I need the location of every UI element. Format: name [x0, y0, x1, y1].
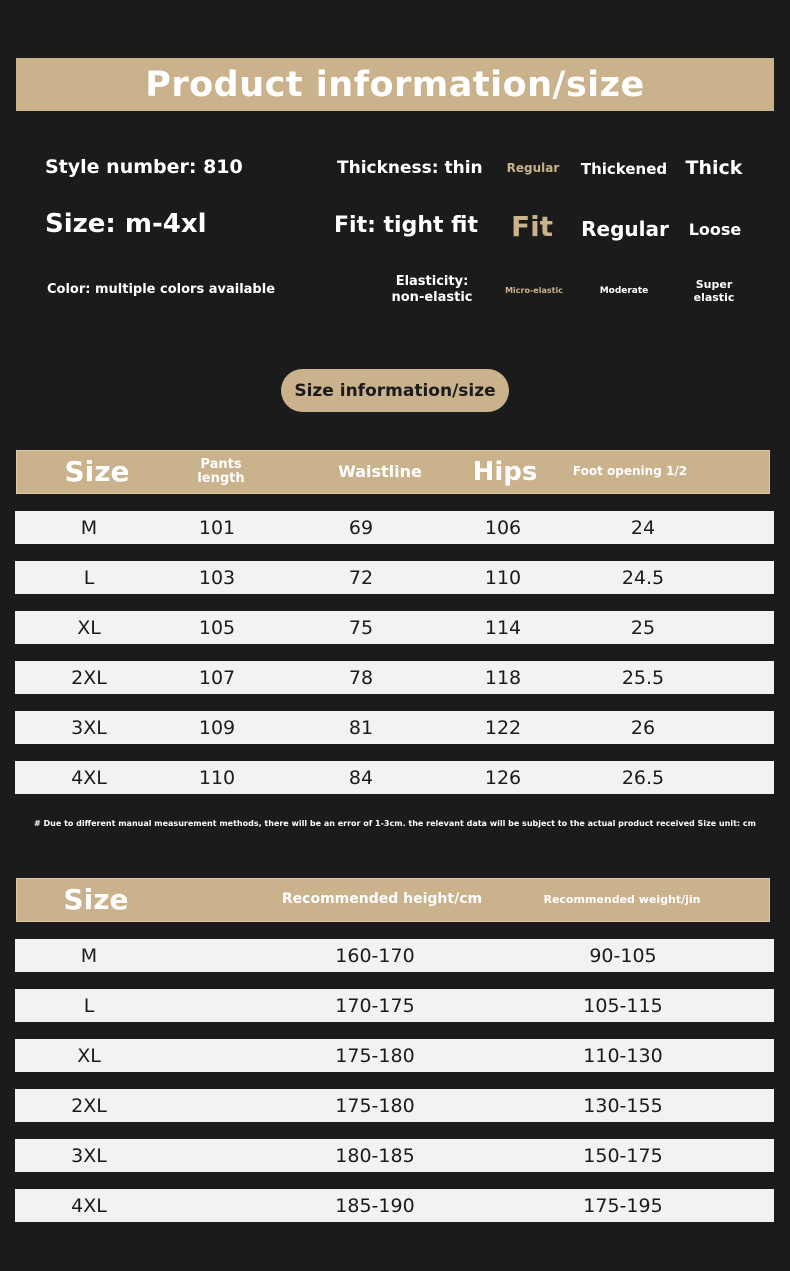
size-table-header	[16, 450, 770, 494]
thickness-label: Thickness: thin	[337, 158, 483, 178]
size-cell: XL	[77, 616, 101, 639]
pants-length-cell: 105	[198, 616, 236, 639]
rec-height-cell: 175-180	[335, 1044, 415, 1067]
rec-height-cell: 185-190	[335, 1194, 415, 1217]
pants-length-header	[176, 450, 266, 494]
table-row	[15, 1189, 774, 1222]
pants-length-cell: 103	[198, 566, 236, 589]
pants-length-cell: 107	[198, 666, 236, 689]
page-title-banner	[16, 58, 774, 111]
waistline-cell: 69	[348, 516, 374, 539]
rec-size-cell: M	[80, 944, 98, 967]
elasticity-label-line1: Elasticity:	[395, 274, 469, 289]
foot-opening-cell: 25	[630, 616, 656, 639]
size-cell: 3XL	[71, 716, 107, 739]
size-info-pill	[281, 369, 509, 412]
thickness-option-thick: Thick	[685, 157, 743, 179]
rec-size-cell: 4XL	[71, 1194, 107, 1217]
recommendation-table-header	[16, 878, 770, 922]
foot-opening-cell: 26.5	[621, 766, 665, 789]
table-row	[15, 711, 774, 744]
elasticity-label	[384, 274, 480, 305]
table-row	[15, 611, 774, 644]
rec-height-cell: 170-175	[335, 994, 415, 1017]
rec-height-cell: 180-185	[335, 1144, 415, 1167]
rec-size-cell: 3XL	[71, 1144, 107, 1167]
table-row	[15, 561, 774, 594]
size-cell: 2XL	[71, 666, 107, 689]
pants-length-cell: 109	[198, 716, 236, 739]
fit-option-fit: Fit	[510, 210, 554, 243]
rec-weight-cell: 90-105	[589, 944, 657, 967]
size-info-pill-label: Size information/size	[294, 380, 496, 401]
rec-size-cell: 2XL	[71, 1094, 107, 1117]
fit-option-regular: Regular	[581, 217, 669, 241]
waistline-cell: 84	[348, 766, 374, 789]
size-range: Size: m-4xl	[45, 209, 207, 239]
hips-header: Hips	[472, 456, 538, 487]
thickness-option-thickened: Thickened	[580, 160, 668, 178]
table-row	[15, 1139, 774, 1172]
pants-length-header-line2: length	[197, 471, 245, 486]
rec-weight-cell: 130-155	[583, 1094, 663, 1117]
thickness-option-regular: Regular	[506, 161, 560, 175]
fit-option-loose: Loose	[688, 220, 742, 239]
rec-weight-cell: 105-115	[583, 994, 663, 1017]
hips-cell: 122	[484, 716, 522, 739]
hips-cell: 110	[484, 566, 522, 589]
rec-size-header: Size	[63, 882, 129, 916]
waistline-header: Waistline	[338, 462, 422, 482]
foot-opening-cell: 24	[630, 516, 656, 539]
rec-weight-cell: 110-130	[583, 1044, 663, 1067]
rec-height-header: Recommended height/cm	[281, 891, 483, 908]
foot-opening-header: Foot opening 1/2	[572, 464, 688, 479]
rec-weight-cell: 175-195	[583, 1194, 663, 1217]
size-cell: M	[80, 516, 98, 539]
pants-length-header-line1: Pants	[200, 456, 242, 472]
waistline-cell: 75	[348, 616, 374, 639]
fit-label: Fit: tight fit	[334, 213, 479, 238]
rec-weight-cell: 150-175	[583, 1144, 663, 1167]
rec-height-cell: 160-170	[335, 944, 415, 967]
color-info: Color: multiple colors available	[47, 282, 276, 297]
foot-opening-cell: 24.5	[621, 566, 665, 589]
foot-opening-cell: 26	[630, 716, 656, 739]
size-header: Size	[64, 454, 130, 488]
waistline-cell: 78	[348, 666, 374, 689]
elasticity-label-line2: non-elastic	[391, 289, 473, 305]
hips-cell: 118	[484, 666, 522, 689]
pants-length-cell: 110	[198, 766, 236, 789]
elasticity-option-super-line2: elastic	[693, 291, 735, 305]
page-title: Product information/size	[145, 64, 645, 105]
table-row	[15, 1039, 774, 1072]
elasticity-option-super-line1: Super	[695, 278, 733, 291]
table-row	[15, 761, 774, 794]
rec-size-cell: XL	[77, 1044, 101, 1067]
hips-cell: 126	[484, 766, 522, 789]
waistline-cell: 81	[348, 716, 374, 739]
hips-cell: 106	[484, 516, 522, 539]
style-number: Style number: 810	[45, 156, 243, 178]
size-cell: 4XL	[71, 766, 107, 789]
table-row	[15, 939, 774, 972]
elasticity-option-moderate: Moderate	[599, 286, 649, 296]
size-cell: L	[83, 566, 95, 589]
table-row	[15, 1089, 774, 1122]
foot-opening-cell: 25.5	[621, 666, 665, 689]
waistline-cell: 72	[348, 566, 374, 589]
rec-weight-header: Recommended weight/jin	[543, 892, 701, 906]
table-row	[15, 661, 774, 694]
elasticity-option-super	[684, 278, 744, 304]
hips-cell: 114	[484, 616, 522, 639]
table-row	[15, 511, 774, 544]
rec-height-cell: 175-180	[335, 1094, 415, 1117]
elasticity-option-micro: Micro-elastic	[505, 286, 563, 295]
pants-length-cell: 101	[198, 516, 236, 539]
rec-size-cell: L	[83, 994, 95, 1017]
table-row	[15, 989, 774, 1022]
measurement-note: # Due to different manual measurement methods, there will be an error of 1-3cm. the relevant data will be subject to the actual product received Size unit: cm	[34, 819, 756, 828]
